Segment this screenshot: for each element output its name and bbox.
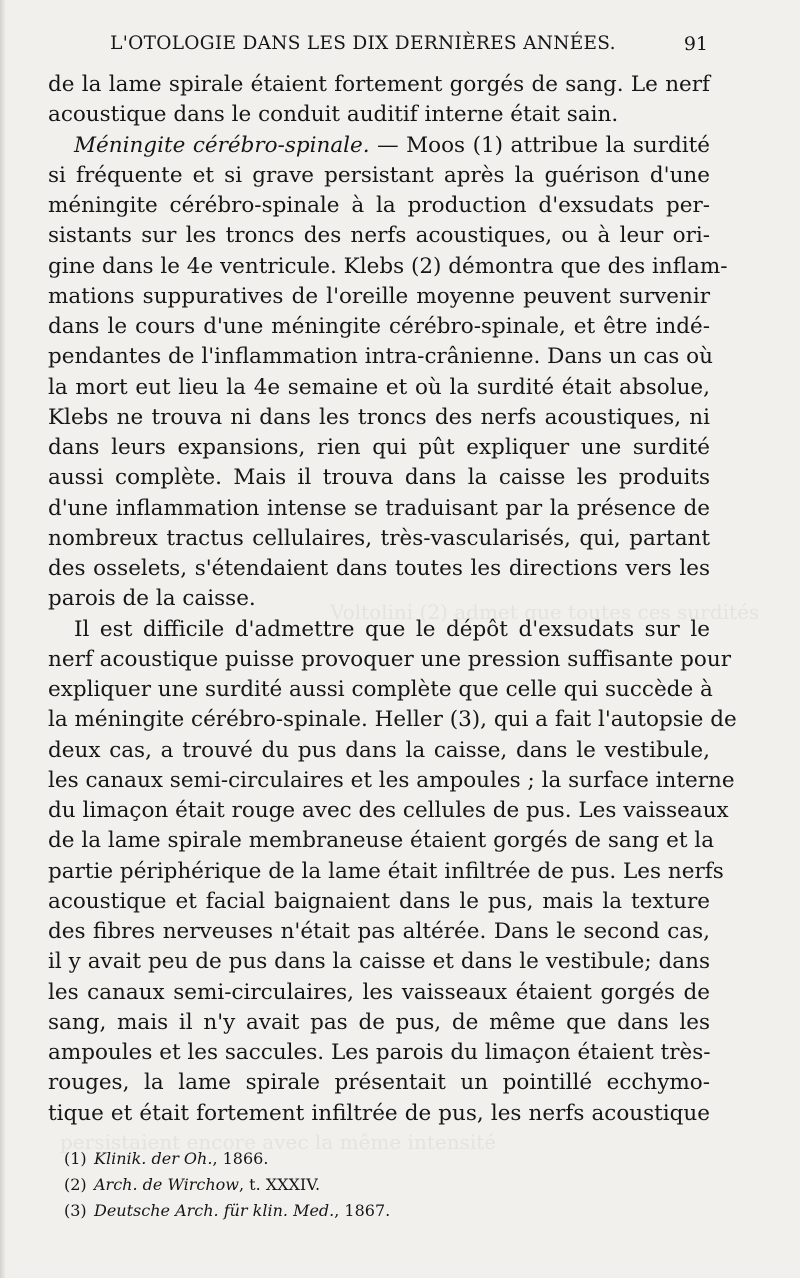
text-line: il y avait peu de pus dans la caisse et dans le vestibule; dans <box>48 949 710 975</box>
text-line: d'une inflammation intense se traduisant par la présence de <box>48 495 710 521</box>
show-through: persistaient encore avec la même intensité <box>60 1130 497 1154</box>
footnote-detail: , 1866. <box>212 1149 269 1168</box>
text-line: partie périphérique de la lame était infiltrée de pus. Les nerfs <box>48 858 724 884</box>
footnote <box>64 1172 664 1198</box>
show-through: Voltolini (2) admet que toutes ces surdités <box>330 600 760 624</box>
text-line: expliquer une surdité aussi complète que celle qui succède à <box>48 677 713 702</box>
text-line: des osselets, s'étendaient dans toutes les directions vers les <box>48 556 710 581</box>
text-line: acoustique dans le conduit auditif interne était sain. <box>48 102 619 128</box>
text-line: parois de la caisse. <box>48 586 256 612</box>
text-line: mations suppuratives de l'oreille moyenne peuvent survenir <box>48 283 710 309</box>
text-line: les canaux semi-circulaires et les ampoules ; la surface interne <box>48 767 735 793</box>
footnote-mark: (3) <box>64 1201 87 1220</box>
footnote <box>64 1146 664 1172</box>
footnote-detail: , t. XXXIV. <box>238 1175 321 1194</box>
text-line: la mort eut lieu la 4e semaine et où la surdité était absolue, <box>48 374 710 400</box>
text-line: les canaux semi-circulaires, les vaisseaux étaient gorgés de <box>48 979 710 1005</box>
footnote-source: Deutsche Arch. für klin. Med. <box>94 1201 335 1220</box>
text-line: si fréquente et si grave persistant après la guérison d'une <box>48 162 710 188</box>
text-line: ampoules et les saccules. Les parois du limaçon étaient très- <box>48 1040 711 1065</box>
text-line: sistants sur les troncs des nerfs acoustiques, ou à leur ori- <box>48 223 710 249</box>
text-line: la méningite cérébro-spinale. Heller (3), qui a fait l'autopsie de <box>48 707 737 733</box>
text-line: acoustique et facial baignaient dans le pus, mais la texture <box>48 888 710 914</box>
text-line: Klebs ne trouva ni dans les troncs des nerfs acoustiques, ni <box>48 404 710 430</box>
text-line: de la lame spirale étaient fortement gorgés de sang. Le nerf <box>48 72 710 97</box>
footnote-mark: (1) <box>64 1149 87 1168</box>
footnotes <box>64 1146 664 1224</box>
text-line: dans le cours d'une méningite cérébro-spinale, et être indé- <box>48 314 710 339</box>
footnote-mark: (2) <box>64 1175 87 1194</box>
footnote-detail: , 1867. <box>334 1201 391 1220</box>
footnote-source: Arch. de Wirchow <box>94 1175 239 1194</box>
text-line: deux cas, a trouvé du pus dans la caisse, dans le vestibule, <box>48 737 710 763</box>
footnote <box>64 1198 664 1224</box>
text-line: pendantes de l'inflammation intra-crânienne. Dans un cas où <box>48 344 713 370</box>
text-line: méningite cérébro-spinale à la production d'exsudats per- <box>48 193 710 218</box>
section-heading-line <box>48 131 710 161</box>
footnote-source: Klinik. der Oh. <box>94 1149 213 1168</box>
text-line: aussi complète. Mais il trouva dans la caisse les produits <box>48 465 710 491</box>
text-line: nombreux tractus cellulaires, très-vascularisés, qui, partant <box>48 525 710 551</box>
text-line: de la lame spirale membraneuse étaient gorgés de sang et la <box>48 828 715 854</box>
body-text <box>48 70 737 1129</box>
running-head <box>48 30 708 58</box>
text-line: nerf acoustique puisse provoquer une pression suffisante pour <box>48 646 731 672</box>
text-line: des fibres nerveuses n'était pas altérée. Dans le second cas, <box>48 919 710 944</box>
page-edge <box>0 0 6 1278</box>
page-number: 91 <box>683 33 708 55</box>
text-line: gine dans le 4e ventricule. Klebs (2) démontra que des inflam- <box>48 253 728 279</box>
text-line: rouges, la lame spirale présentait un pointillé ecchymo- <box>48 1070 710 1096</box>
running-title: L'OTOLOGIE DANS LES DIX DERNIÈRES ANNÉES. <box>110 33 616 54</box>
text-line: Il est difficile d'admettre que le dépôt d'exsudats sur le <box>74 616 710 642</box>
text-line: dans leurs expansions, rien qui pût expliquer une surdité <box>48 435 710 460</box>
section-heading: Méningite cérébro-spinale. <box>74 132 370 158</box>
text-line: du limaçon était rouge avec des cellules de pus. Les vaisseaux <box>48 798 729 823</box>
text-line: tique et était fortement infiltrée de pus, les nerfs acoustique <box>48 1100 710 1126</box>
text-line: sang, mais il n'y avait pas de pus, de même que dans les <box>48 1009 710 1035</box>
text-fragment: — Moos (1) attribue la surdité <box>369 132 710 158</box>
